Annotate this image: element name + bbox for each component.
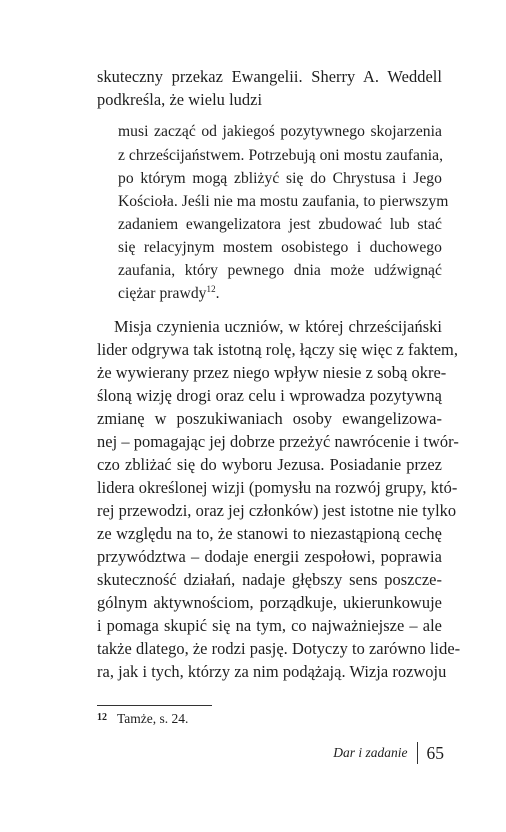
footnote-reference[interactable]: 12 [206, 283, 216, 294]
quote-line: się relacyjnym mostem osobistego i duchowego [118, 239, 442, 256]
paragraph-first-line: Misja czynienia uczniów, w której chrześcijański [114, 317, 442, 336]
quote-line: musi zacząć od jakiegoś pozytywnego skojarzenia [118, 123, 442, 140]
text-line: nej – pomagając jej dobrze przeżyć nawrócenie i twór- [97, 432, 459, 451]
text-line: także dlatego, że rodzi pasję. Dotyczy to zarówno lide- [97, 639, 461, 658]
footnote-text: Tamże, s. 24. [117, 711, 189, 726]
quote-line: po którym mogą zbliżyć się do Chrystusa i Jego [118, 170, 442, 187]
text-line: ra, jak i tych, którzy za nim podążają. Wizja rozwoju [97, 662, 447, 681]
text-line: że wywierany przez niego wpływ niesie z sobą okre- [97, 363, 447, 382]
running-title: Dar i zadanie [333, 745, 408, 760]
quote-line: Kościoła. Jeśli nie ma mostu zaufania, to pierwszym [118, 193, 449, 210]
quote-line: zaufania, który pewnego dnia może udźwignąć [118, 262, 442, 279]
text-line: czo zbliżać się do wyboru Jezusa. Posiadanie przez [97, 455, 442, 474]
text-line: skuteczny przekaz Ewangelii. Sherry A. Weddell [97, 67, 442, 86]
quote-end-punct: . [215, 285, 220, 302]
text-line: i pomaga skupić się na tym, co najważniejsze – ale [97, 616, 442, 635]
text-line: zmianę w poszukiwaniach osoby ewangelizowa- [97, 409, 442, 428]
footnote-number: 12 [97, 712, 107, 723]
text-line: gólnym aktywnościom, porządkuje, ukierunkowuje [97, 593, 442, 612]
text-line: rej przewodzi, oraz jej członków) jest istotne nie tylko [97, 501, 457, 520]
page-number: 65 [426, 742, 444, 763]
text-line: przywództwa – dodaje energii zespołowi, poprawia [97, 547, 442, 566]
running-footer [333, 741, 444, 765]
quote-line: zadaniem ewangelizatora jest zbudować lub stać [118, 216, 442, 233]
text-line: ze względu na to, że stanowi to niezastąpioną cechę [97, 524, 442, 543]
quote-line: z chrześcijaństwem. Potrzebują oni mostu zaufania, [118, 147, 444, 164]
text-line: lider odgrywa tak istotną rolę, łączy się więc z faktem, [97, 340, 458, 359]
text-line: lidera określonej wizji (pomysłu na rozwój grupy, któ- [97, 478, 458, 497]
text-line: skuteczność działań, nadaje głębszy sens poszcze- [97, 570, 442, 589]
quote-last-line [118, 283, 220, 305]
text-line: podkreśla, że wielu ludzi [97, 90, 263, 109]
text-line: śloną wizję drogi oraz celu i wprowadza pozytywną [97, 386, 442, 405]
quote-line: ciężar prawdy [118, 285, 207, 302]
footnote [97, 710, 188, 730]
footnote-divider [97, 705, 212, 706]
